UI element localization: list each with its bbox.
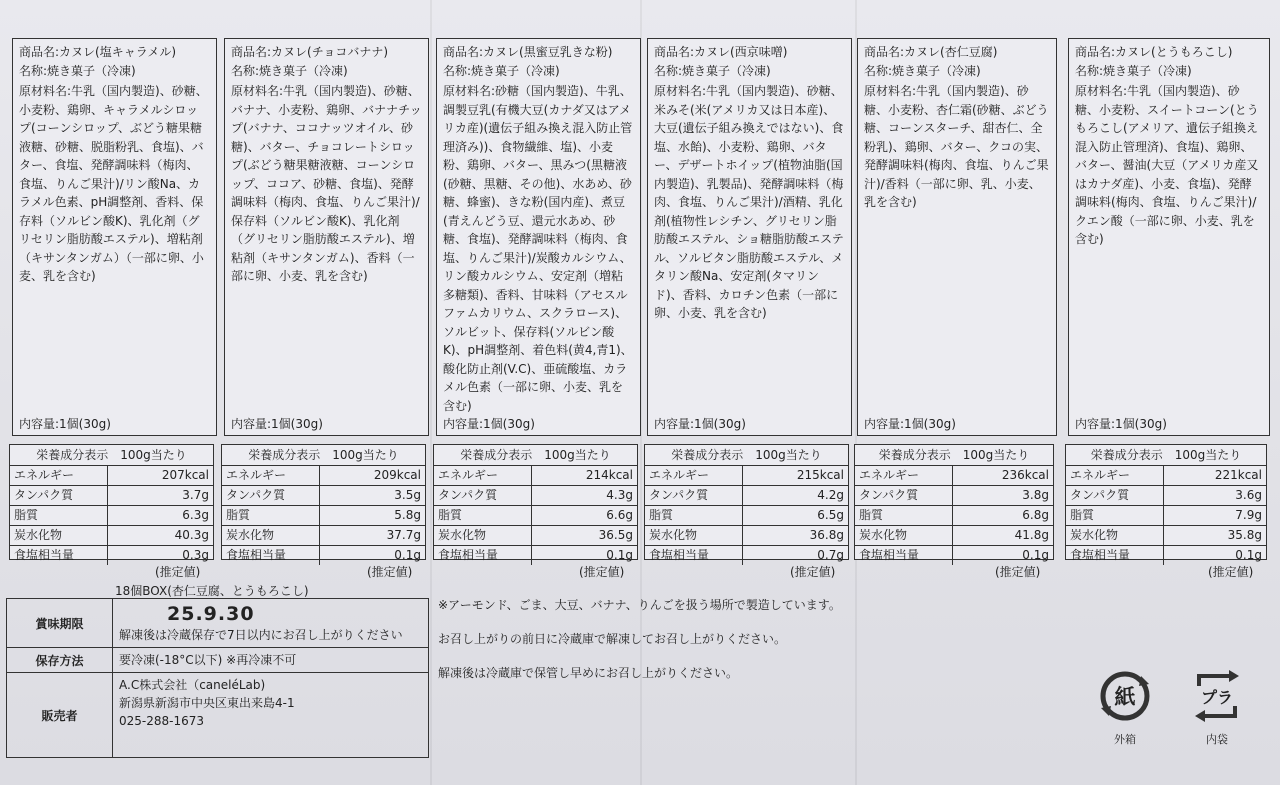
seller-phone: 025-288-1673 (119, 714, 205, 728)
nutrition-value: 6.8g (1022, 508, 1049, 522)
product-ingredients: 原材料名:牛乳（国内製造)、砂糖、小麦粉、杏仁霜(砂糖、ぶどう糖、コーンスターチ、甜杏仁、全粉乳)、鶏卵、バター、クコの実、発酵調味料(梅肉、食塩、りんご果汁)/香料（一部に卵、乳、小麦、乳を含む) (864, 84, 1049, 209)
paper-recycle-label: 外箱 (1114, 733, 1136, 746)
nutrition-label: 脂質 (10, 506, 108, 525)
plastic-recycle-mark (1187, 668, 1247, 747)
nutrition-value: 0.1g (394, 548, 421, 562)
nutrition-value: 6.6g (606, 508, 633, 522)
product-name: 商品名:カヌレ(チョコバナナ) (231, 45, 389, 59)
nutrition-row (855, 506, 1053, 526)
nutrition-row (645, 506, 848, 526)
nutrition-row (434, 466, 637, 486)
seller-address: 新潟県新潟市中央区東出来島4-1 (119, 696, 295, 710)
nutrition-table (9, 444, 214, 560)
nutrition-header: 栄養成分表示 100g当たり (645, 445, 848, 466)
product-ingredients: 原材料名:牛乳（国内製造)、砂糖、小麦粉、スイートコーン(とうもろこし(アメリア、遺伝子組換え混入防止管理済)、食塩)、鶏卵、バター、醤油(大豆（アメリカ産又はカナダ産)、小麦、食塩)、発酵調味料(梅肉、食塩、りんご果汁)/クエン酸（一部に卵、小麦、乳を含む) (1075, 84, 1259, 246)
nutrition-header: 栄養成分表示 100g当たり (10, 445, 213, 466)
estimated-note: (推定値) (579, 565, 625, 579)
nutrition-label: エネルギー (645, 466, 743, 485)
estimated-note: (推定値) (155, 565, 201, 579)
product-volume: 内容量:1個(30g) (654, 416, 746, 431)
nutrition-label: エネルギー (10, 466, 108, 485)
nutrition-table (221, 444, 426, 560)
nutrition-value: 6.3g (182, 508, 209, 522)
storage-label: 保存方法 (7, 648, 113, 672)
note-storage: 解凍後は冷蔵庫で保管し早めにお召し上がりください。 (438, 666, 739, 680)
nutrition-label: 脂質 (645, 506, 743, 525)
nutrition-row (222, 526, 425, 546)
nutrition-label: 炭水化物 (645, 526, 743, 545)
nutrition-label: エネルギー (434, 466, 532, 485)
nutrition-label: タンパク質 (10, 486, 108, 505)
notes (438, 596, 841, 698)
nutrition-row (10, 486, 213, 506)
nutrition-label: 炭水化物 (434, 526, 532, 545)
expiry-date: 25.9.30 (167, 603, 255, 625)
box-label: 18個BOX(杏仁豆腐、とうもろこし) (115, 584, 309, 598)
product-label (224, 38, 429, 436)
nutrition-row (434, 486, 637, 506)
nutrition-value: 0.1g (1235, 548, 1262, 562)
product-category: 名称:焼き菓子（冷凍) (19, 63, 136, 78)
paper-recycle-char: 紙 (1114, 685, 1136, 709)
nutrition-value: 4.2g (817, 488, 844, 502)
nutrition-row (645, 486, 848, 506)
product-category: 名称:焼き菓子（冷凍) (654, 63, 771, 78)
product-info-table (6, 598, 429, 758)
nutrition-label: 炭水化物 (1066, 526, 1164, 545)
nutrition-row (855, 486, 1053, 506)
note-allergen: ※アーモンド、ごま、大豆、バナナ、りんごを扱う場所で製造しています。 (438, 598, 841, 612)
product-ingredients: 原材料名:牛乳（国内製造)、砂糖、小麦粉、鶏卵、キャラメルシロップ(コーンシロップ、ぶどう糖果糖液糖、砂糖、脱脂粉乳、食塩)、バター、食塩、発酵調味料（梅肉、食塩、りんご果汁)/リン酸Na、カラメル色素、pH調整剤、香料、保存料（ソルビン酸K)、乳化剤（グリセリン脂肪酸エステル)、増粘剤（キサンタンガム）（一部に卵、小麦、乳を含む) (19, 84, 208, 283)
nutrition-label: 脂質 (855, 506, 953, 525)
nutrition-label: エネルギー (855, 466, 953, 485)
nutrition-value: 6.5g (817, 508, 844, 522)
nutrition-row (10, 466, 213, 486)
product-volume: 内容量:1個(30g) (1075, 416, 1167, 431)
note-thaw: お召し上がりの前日に冷蔵庫で解凍してお召し上がりください。 (438, 632, 787, 646)
paper-recycle-icon (1097, 668, 1153, 724)
nutrition-value: 4.3g (606, 488, 633, 502)
nutrition-row (10, 506, 213, 526)
nutrition-value: 221kcal (1214, 468, 1262, 482)
nutrition-label: 炭水化物 (855, 526, 953, 545)
paper-recycle-mark (1095, 668, 1155, 747)
nutrition-value: 3.8g (1022, 488, 1049, 502)
nutrition-value: 0.1g (1022, 548, 1049, 562)
nutrition-row (645, 526, 848, 546)
nutrition-label: 炭水化物 (10, 526, 108, 545)
nutrition-value: 207kcal (161, 468, 209, 482)
nutrition-row (434, 506, 637, 526)
nutrition-table (1065, 444, 1267, 560)
nutrition-value: 215kcal (796, 468, 844, 482)
product-ingredients: 原材料名:牛乳（国内製造)、砂糖、バナナ、小麦粉、鶏卵、バナナチップ(バナナ、ココナッツオイル、砂糖)、バター、チョコレートシロップ(ぶどう糖果糖液糖、コーンシロップ、ココア、砂糖、食塩)、発酵調味料（梅肉、食塩、りんご果汁)/保存料（ソルビン酸K)、乳化剤（グリセリン脂肪酸エステル)、増粘剤（キサンタンガム)、香料（一部に卵、小麦、乳を含む) (231, 84, 422, 283)
product-label (436, 38, 641, 436)
nutrition-row (222, 506, 425, 526)
nutrition-row (222, 486, 425, 506)
nutrition-label: タンパク質 (434, 486, 532, 505)
nutrition-value: 41.8g (1014, 528, 1049, 542)
nutrition-header: 栄養成分表示 100g当たり (1066, 445, 1266, 466)
nutrition-row (1066, 486, 1266, 506)
nutrition-label: 食塩相当量 (222, 546, 320, 565)
estimated-note: (推定値) (790, 565, 836, 579)
nutrition-header: 栄養成分表示 100g当たり (855, 445, 1053, 466)
nutrition-value: 3.7g (182, 488, 209, 502)
product-name: 商品名:カヌレ(西京味噌) (654, 45, 788, 59)
nutrition-value: 7.9g (1235, 508, 1262, 522)
product-category: 名称:焼き菓子（冷凍) (1075, 63, 1192, 78)
nutrition-value: 37.7g (386, 528, 421, 542)
product-name: 商品名:カヌレ(とうもろこし) (1075, 45, 1233, 59)
nutrition-value: 0.3g (182, 548, 209, 562)
nutrition-label: タンパク質 (645, 486, 743, 505)
storage-row (7, 648, 428, 673)
product-volume: 内容量:1個(30g) (443, 416, 535, 431)
plastic-recycle-icon (1189, 668, 1245, 724)
nutrition-table (854, 444, 1054, 560)
product-ingredients: 原材料名:牛乳（国内製造)、砂糖、米みそ(米(アメリカ又は日本産)、大豆(遺伝子組み換えではない)、食塩、水飴)、小麦粉、鶏卵、バター、デザートホイップ(植物油脂(国内製造)、乳製品)、発酵調味料（梅肉、食塩、りんご果汁)/酒精、乳化剤(植物性レシチン、グリセリン脂肪酸エステル、ショ糖脂肪酸エステル、ソルビタン脂肪酸エステル、メタリン酸Na、安定剤(タマリンド)、香料、カロチン色素（一部に卵、小麦、乳を含む) (654, 84, 844, 320)
nutrition-header: 栄養成分表示 100g当たり (222, 445, 425, 466)
expiry-row (7, 599, 428, 648)
nutrition-value: 35.8g (1227, 528, 1262, 542)
storage-value: 要冷凍(-18°C以下) ※再冷凍不可 (119, 653, 297, 667)
product-ingredients: 原材料名:砂糖（国内製造)、牛乳、調製豆乳(有機大豆(カナダ又はアメリカ産)(遺伝子組み換え混入防止管理済み))、食物繊維、塩)、小麦粉、鶏卵、バター、黒みつ(黒糖液(砂糖、黒糖、その他)、水あめ、砂糖、蜂蜜)、きな粉(国内産)、煮豆(青えんどう豆、還元水あめ、砂糖、食塩)、発酵調味料（梅肉、食塩、りんご果汁)/炭酸カルシウム、リン酸カルシウム、安定剤（増粘多糖類)、香料、甘味料（アセスルファムカリウム、スクラロース)、ソルビット、保存料(ソルビン酸K)、pH調整剤、着色料(黄4,青1)、酸化防止剤(V.C)、亜硫酸塩、カラメル色素（一部に卵、小麦、乳を含む) (443, 84, 633, 413)
nutrition-label: タンパク質 (855, 486, 953, 505)
nutrition-row (10, 526, 213, 546)
product-category: 名称:焼き菓子（冷凍) (864, 63, 981, 78)
nutrition-value: 36.5g (598, 528, 633, 542)
plastic-recycle-char: プラ (1200, 688, 1234, 707)
seller-label: 販売者 (7, 673, 113, 757)
nutrition-value: 5.8g (394, 508, 421, 522)
product-volume: 内容量:1個(30g) (231, 416, 323, 431)
product-category: 名称:焼き菓子（冷凍) (231, 63, 348, 78)
nutrition-label: 炭水化物 (222, 526, 320, 545)
nutrition-label: 食塩相当量 (855, 546, 953, 565)
product-category: 名称:焼き菓子（冷凍) (443, 63, 560, 78)
nutrition-value: 36.8g (809, 528, 844, 542)
product-volume: 内容量:1個(30g) (864, 416, 956, 431)
nutrition-value: 40.3g (174, 528, 209, 542)
product-label (1068, 38, 1270, 436)
estimated-note: (推定値) (367, 565, 413, 579)
nutrition-label: 食塩相当量 (1066, 546, 1164, 565)
nutrition-label: 脂質 (1066, 506, 1164, 525)
nutrition-value: 236kcal (1001, 468, 1049, 482)
nutrition-table (644, 444, 849, 560)
product-label (857, 38, 1057, 436)
product-name: 商品名:カヌレ(杏仁豆腐) (864, 45, 998, 59)
nutrition-label: タンパク質 (222, 486, 320, 505)
expiry-label: 賞味期限 (7, 599, 113, 647)
nutrition-value: 214kcal (585, 468, 633, 482)
nutrition-header: 栄養成分表示 100g当たり (434, 445, 637, 466)
nutrition-value: 3.6g (1235, 488, 1262, 502)
nutrition-row (855, 466, 1053, 486)
nutrition-value: 0.7g (817, 548, 844, 562)
nutrition-label: エネルギー (222, 466, 320, 485)
plastic-recycle-label: 内袋 (1206, 733, 1228, 746)
nutrition-label: エネルギー (1066, 466, 1164, 485)
product-volume: 内容量:1個(30g) (19, 416, 111, 431)
nutrition-value: 3.5g (394, 488, 421, 502)
product-label (647, 38, 852, 436)
product-label (12, 38, 217, 436)
nutrition-row (1066, 506, 1266, 526)
nutrition-table (433, 444, 638, 560)
nutrition-row (222, 466, 425, 486)
nutrition-label: 食塩相当量 (10, 546, 108, 565)
nutrition-value: 0.1g (606, 548, 633, 562)
nutrition-row (434, 526, 637, 546)
nutrition-row (1066, 526, 1266, 546)
seller-name: A.C株式会社（caneléLab) (119, 678, 266, 692)
nutrition-label: 脂質 (434, 506, 532, 525)
nutrition-label: 脂質 (222, 506, 320, 525)
nutrition-label: 食塩相当量 (434, 546, 532, 565)
nutrition-row (645, 466, 848, 486)
nutrition-label: タンパク質 (1066, 486, 1164, 505)
seller-row (7, 673, 428, 757)
nutrition-row (1066, 466, 1266, 486)
expiry-note: 解凍後は冷蔵保存で7日以内にお召し上がりください (119, 628, 403, 642)
estimated-note: (推定値) (995, 565, 1041, 579)
product-name: 商品名:カヌレ(黒蜜豆乳きな粉) (443, 45, 613, 59)
nutrition-value: 209kcal (373, 468, 421, 482)
estimated-note: (推定値) (1208, 565, 1254, 579)
nutrition-row (855, 526, 1053, 546)
nutrition-label: 食塩相当量 (645, 546, 743, 565)
product-name: 商品名:カヌレ(塩キャラメル) (19, 45, 177, 59)
